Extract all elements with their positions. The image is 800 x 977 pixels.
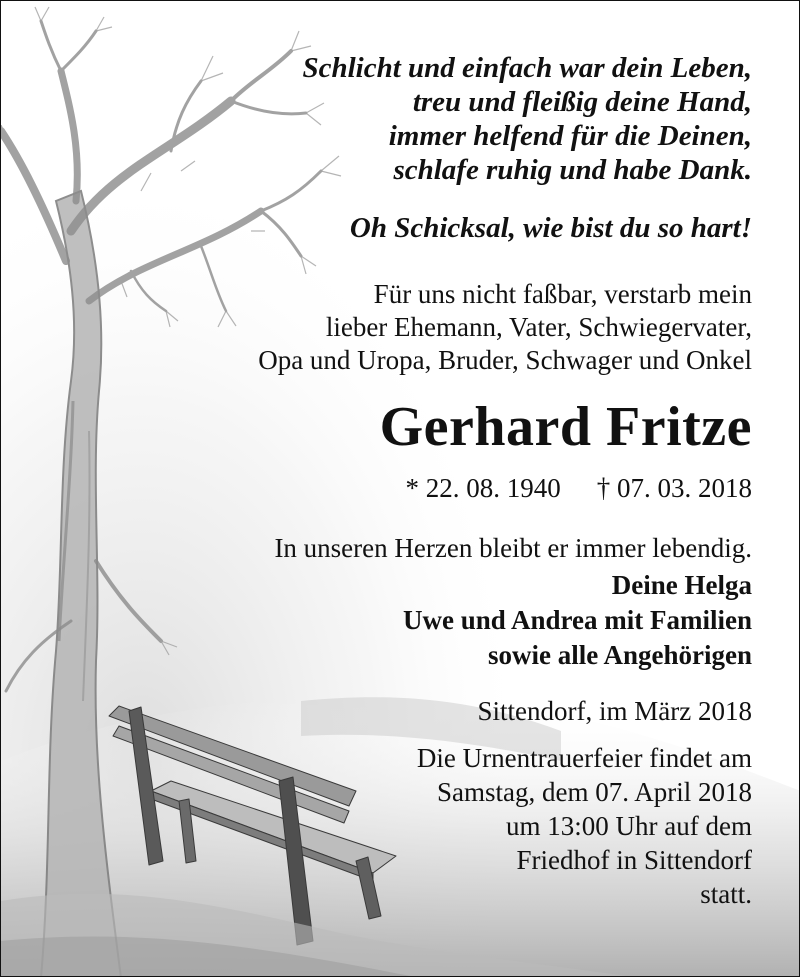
announcement-line: Opa und Uropa, Bruder, Schwager und Onkel: [258, 345, 752, 375]
death-date: † 07. 03. 2018: [596, 473, 752, 503]
poem-line: Schlicht und einfach war dein Leben,: [302, 52, 752, 84]
deceased-name: Gerhard Fritze: [379, 396, 752, 458]
announcement-line: lieber Ehemann, Vater, Schwiegervater,: [325, 312, 752, 342]
ceremony-line: Die Urnentrauerfeier findet am: [416, 743, 752, 773]
ceremony-info: [112, 741, 752, 911]
poem-line: schlafe ruhig und habe Dank.: [393, 154, 752, 186]
announcement-line: Für uns nicht faßbar, verstarb mein: [373, 279, 752, 309]
birth-date: * 22. 08. 1940: [405, 473, 561, 503]
poem-line: immer helfend für die Deinen,: [388, 120, 752, 152]
mourner-line: sowie alle Angehörigen: [488, 640, 752, 670]
memorial-poem: [112, 51, 752, 187]
mourner-line: Deine Helga: [611, 570, 752, 600]
poem-exclamation: Oh Schicksal, wie bist du so hart!: [349, 212, 752, 244]
poem-line: treu und fleißig deine Hand,: [412, 86, 752, 118]
place-and-date: Sittendorf, im März 2018: [477, 696, 752, 726]
ceremony-line: Samstag, dem 07. April 2018: [437, 777, 752, 807]
closing-line: In unseren Herzen bleibt er immer lebendig.: [274, 533, 752, 563]
life-dates: [112, 471, 752, 505]
mourner-line: Uwe und Andrea mit Familien: [402, 605, 752, 635]
ceremony-line: um 13:00 Uhr auf dem: [506, 811, 752, 841]
death-announcement: [112, 278, 752, 377]
mourners: [112, 568, 752, 673]
ceremony-line: Friedhof in Sittendorf: [516, 845, 752, 875]
ceremony-line: statt.: [700, 879, 752, 909]
